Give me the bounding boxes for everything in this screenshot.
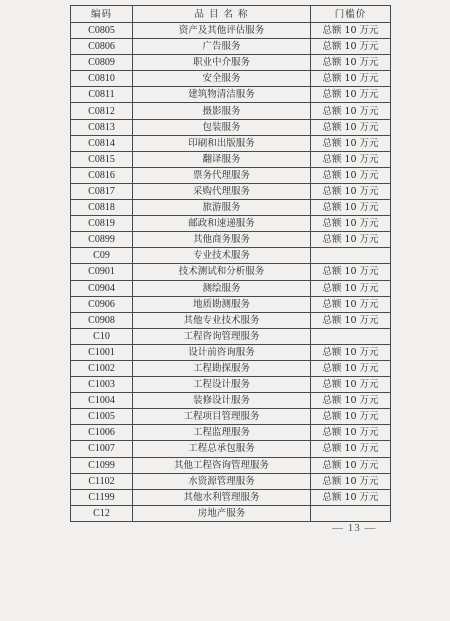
item-name-cell: 邮政和速递服务 xyxy=(133,216,311,232)
item-name-cell: 工程咨询管理服务 xyxy=(133,328,311,344)
threshold-price-cell: 总额 10 万元 xyxy=(311,216,391,232)
threshold-price-cell: 总额 10 万元 xyxy=(311,425,391,441)
threshold-price-cell: 总额 10 万元 xyxy=(311,167,391,183)
item-name-cell: 工程设计服务 xyxy=(133,377,311,393)
code-cell: C12 xyxy=(71,505,133,521)
table-row xyxy=(71,457,391,473)
threshold-price-cell: 总额 10 万元 xyxy=(311,312,391,328)
item-name-cell: 装修设计服务 xyxy=(133,393,311,409)
table-row xyxy=(71,344,391,360)
code-cell: C0904 xyxy=(71,280,133,296)
code-cell: C1004 xyxy=(71,393,133,409)
table-row xyxy=(71,280,391,296)
code-cell: C0813 xyxy=(71,119,133,135)
table-row xyxy=(71,505,391,521)
table-row xyxy=(71,248,391,264)
code-cell: C0818 xyxy=(71,200,133,216)
table-body xyxy=(71,23,391,522)
item-name-cell: 水资源管理服务 xyxy=(133,473,311,489)
code-cell: C09 xyxy=(71,248,133,264)
table-row xyxy=(71,377,391,393)
table-row xyxy=(71,393,391,409)
table-row xyxy=(71,103,391,119)
code-cell: C0810 xyxy=(71,71,133,87)
item-name-cell: 房地产服务 xyxy=(133,505,311,521)
table-row xyxy=(71,264,391,280)
threshold-price-cell: 总额 10 万元 xyxy=(311,264,391,280)
table-row xyxy=(71,312,391,328)
item-name-cell: 采购代理服务 xyxy=(133,183,311,199)
code-cell: C1001 xyxy=(71,344,133,360)
code-cell: C1007 xyxy=(71,441,133,457)
code-cell: C0908 xyxy=(71,312,133,328)
item-name-cell: 资产及其他评估服务 xyxy=(133,23,311,39)
code-cell: C0906 xyxy=(71,296,133,312)
code-cell: C1199 xyxy=(71,489,133,505)
item-name-cell: 广告服务 xyxy=(133,39,311,55)
threshold-price-cell xyxy=(311,328,391,344)
code-cell: C10 xyxy=(71,328,133,344)
table-row xyxy=(71,23,391,39)
table-row xyxy=(71,216,391,232)
item-name-cell: 摄影服务 xyxy=(133,103,311,119)
table-row xyxy=(71,328,391,344)
code-cell: C0811 xyxy=(71,87,133,103)
item-name-cell: 其他水利管理服务 xyxy=(133,489,311,505)
header-code: 编码 xyxy=(71,6,133,23)
threshold-price-cell: 总额 10 万元 xyxy=(311,23,391,39)
item-name-cell: 地质勘测服务 xyxy=(133,296,311,312)
threshold-price-cell: 总额 10 万元 xyxy=(311,489,391,505)
item-name-cell: 票务代理服务 xyxy=(133,167,311,183)
table-row xyxy=(71,135,391,151)
code-cell: C0815 xyxy=(71,151,133,167)
page-number: — 13 — xyxy=(332,522,377,534)
code-cell: C1102 xyxy=(71,473,133,489)
item-name-cell: 旅游服务 xyxy=(133,200,311,216)
item-name-cell: 安全服务 xyxy=(133,71,311,87)
code-cell: C1002 xyxy=(71,360,133,376)
item-name-cell: 其他专业技术服务 xyxy=(133,312,311,328)
table-row xyxy=(71,87,391,103)
code-cell: C0814 xyxy=(71,135,133,151)
threshold-price-cell: 总额 10 万元 xyxy=(311,71,391,87)
item-name-cell: 工程项目管理服务 xyxy=(133,409,311,425)
threshold-price-cell: 总额 10 万元 xyxy=(311,360,391,376)
table-row xyxy=(71,489,391,505)
item-name-cell: 测绘服务 xyxy=(133,280,311,296)
threshold-price-cell: 总额 10 万元 xyxy=(311,87,391,103)
table-row xyxy=(71,441,391,457)
item-name-cell: 印刷和出版服务 xyxy=(133,135,311,151)
item-name-cell: 工程总承包服务 xyxy=(133,441,311,457)
table-row xyxy=(71,167,391,183)
code-cell: C0816 xyxy=(71,167,133,183)
table-row xyxy=(71,39,391,55)
table-row xyxy=(71,183,391,199)
item-name-cell: 其他商务服务 xyxy=(133,232,311,248)
threshold-price-cell xyxy=(311,248,391,264)
item-name-cell: 其他工程咨询管理服务 xyxy=(133,457,311,473)
threshold-price-cell: 总额 10 万元 xyxy=(311,393,391,409)
header-item-name: 品 目 名 称 xyxy=(133,6,311,23)
code-cell: C0819 xyxy=(71,216,133,232)
threshold-price-cell: 总额 10 万元 xyxy=(311,135,391,151)
threshold-price-cell: 总额 10 万元 xyxy=(311,280,391,296)
item-name-cell: 工程勘探服务 xyxy=(133,360,311,376)
table-row xyxy=(71,232,391,248)
procurement-catalog-table xyxy=(70,5,391,522)
code-cell: C0809 xyxy=(71,55,133,71)
header-threshold-price: 门槛价 xyxy=(311,6,391,23)
item-name-cell: 职业中介服务 xyxy=(133,55,311,71)
item-name-cell: 技术测试和分析服务 xyxy=(133,264,311,280)
threshold-price-cell: 总额 10 万元 xyxy=(311,119,391,135)
table-row xyxy=(71,425,391,441)
code-cell: C0817 xyxy=(71,183,133,199)
table-row xyxy=(71,119,391,135)
threshold-price-cell: 总额 10 万元 xyxy=(311,103,391,119)
threshold-price-cell: 总额 10 万元 xyxy=(311,232,391,248)
threshold-price-cell: 总额 10 万元 xyxy=(311,296,391,312)
item-name-cell: 工程监理服务 xyxy=(133,425,311,441)
code-cell: C0812 xyxy=(71,103,133,119)
code-cell: C0899 xyxy=(71,232,133,248)
code-cell: C0901 xyxy=(71,264,133,280)
code-cell: C1003 xyxy=(71,377,133,393)
table-row xyxy=(71,473,391,489)
threshold-price-cell: 总额 10 万元 xyxy=(311,344,391,360)
table-row xyxy=(71,360,391,376)
threshold-price-cell: 总额 10 万元 xyxy=(311,200,391,216)
threshold-price-cell: 总额 10 万元 xyxy=(311,441,391,457)
threshold-price-cell: 总额 10 万元 xyxy=(311,377,391,393)
threshold-price-cell: 总额 10 万元 xyxy=(311,183,391,199)
table-header-row xyxy=(71,6,391,23)
table-row xyxy=(71,151,391,167)
item-name-cell: 设计前咨询服务 xyxy=(133,344,311,360)
threshold-price-cell xyxy=(311,505,391,521)
code-cell: C1005 xyxy=(71,409,133,425)
table-row xyxy=(71,71,391,87)
item-name-cell: 建筑物清洁服务 xyxy=(133,87,311,103)
item-name-cell: 专业技术服务 xyxy=(133,248,311,264)
threshold-price-cell: 总额 10 万元 xyxy=(311,457,391,473)
table-row xyxy=(71,200,391,216)
threshold-price-cell: 总额 10 万元 xyxy=(311,409,391,425)
table-row xyxy=(71,296,391,312)
threshold-price-cell: 总额 10 万元 xyxy=(311,151,391,167)
threshold-price-cell: 总额 10 万元 xyxy=(311,55,391,71)
code-cell: C1006 xyxy=(71,425,133,441)
item-name-cell: 翻译服务 xyxy=(133,151,311,167)
table-row xyxy=(71,409,391,425)
threshold-price-cell: 总额 10 万元 xyxy=(311,39,391,55)
code-cell: C1099 xyxy=(71,457,133,473)
code-cell: C0806 xyxy=(71,39,133,55)
code-cell: C0805 xyxy=(71,23,133,39)
table-row xyxy=(71,55,391,71)
item-name-cell: 包装服务 xyxy=(133,119,311,135)
threshold-price-cell: 总额 10 万元 xyxy=(311,473,391,489)
